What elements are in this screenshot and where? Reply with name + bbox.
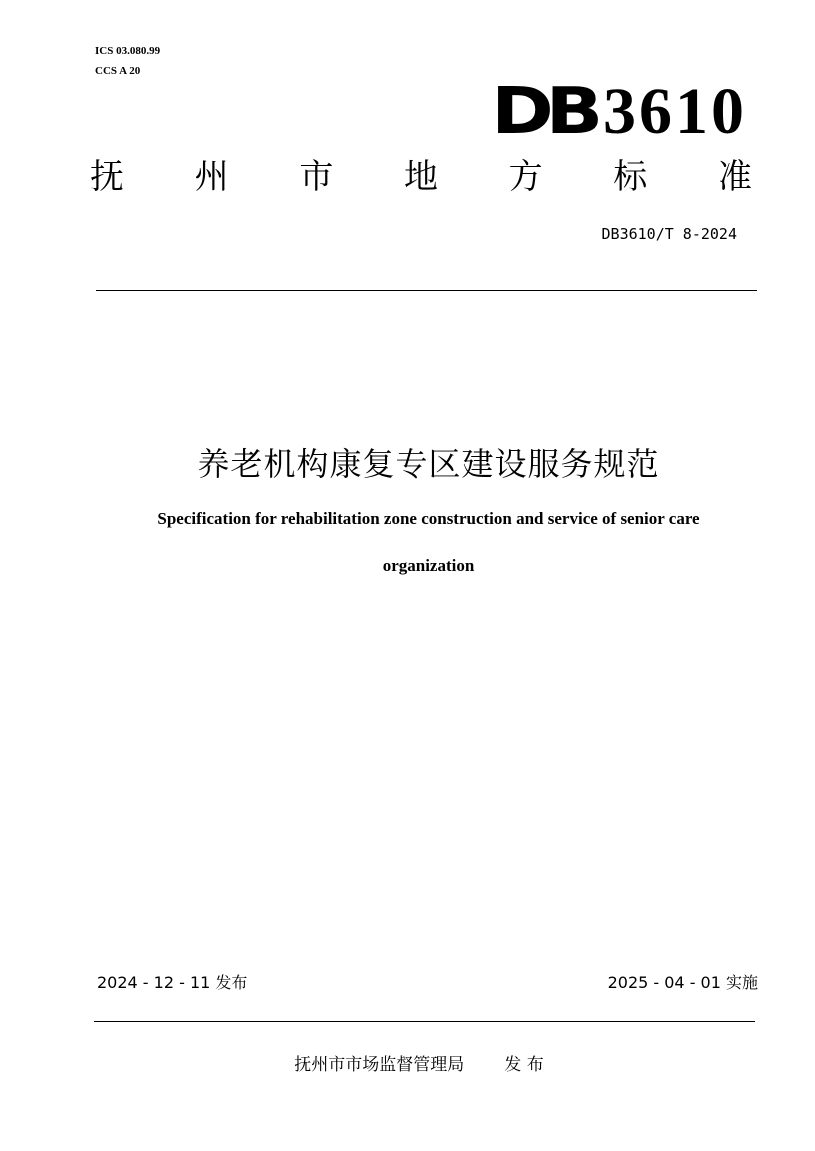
standard-type-char: 市 [299,157,334,197]
db-region-number: 3610 [603,75,747,148]
top-divider [96,290,757,291]
standard-type-char: 准 [717,157,752,197]
publish-action: 发 布 [504,1055,544,1075]
db-standard-mark [491,75,747,149]
standard-type-char: 方 [508,157,543,197]
standard-type-char: 标 [613,157,648,197]
bottom-divider [94,1021,755,1022]
title-english-line-2: organization [382,556,475,575]
standard-code: DB3610/T 8-2024 [601,225,737,243]
publisher-name: 抚州市市场监督管理局 [294,1055,465,1075]
ics-code: ICS 03.080.99 [95,45,161,57]
ccs-code: CCS A 20 [95,65,141,77]
implementation-date: 2025 - 04 - 01 实施 [607,973,758,992]
db-logo-letters: DB [491,75,595,149]
standard-type-char: 抚 [90,157,124,197]
title-english-line-1: Specification for rehabilitation zone construction and service of senior care [157,509,700,528]
publisher-line [0,1053,815,1077]
title-chinese: 养老机构康复专区建设服务规范 [197,445,660,483]
issue-date: 2024 - 12 - 11 发布 [97,973,248,992]
standard-type-char: 州 [194,157,229,197]
standard-type-heading [90,155,752,199]
standard-type-char: 地 [403,157,438,197]
